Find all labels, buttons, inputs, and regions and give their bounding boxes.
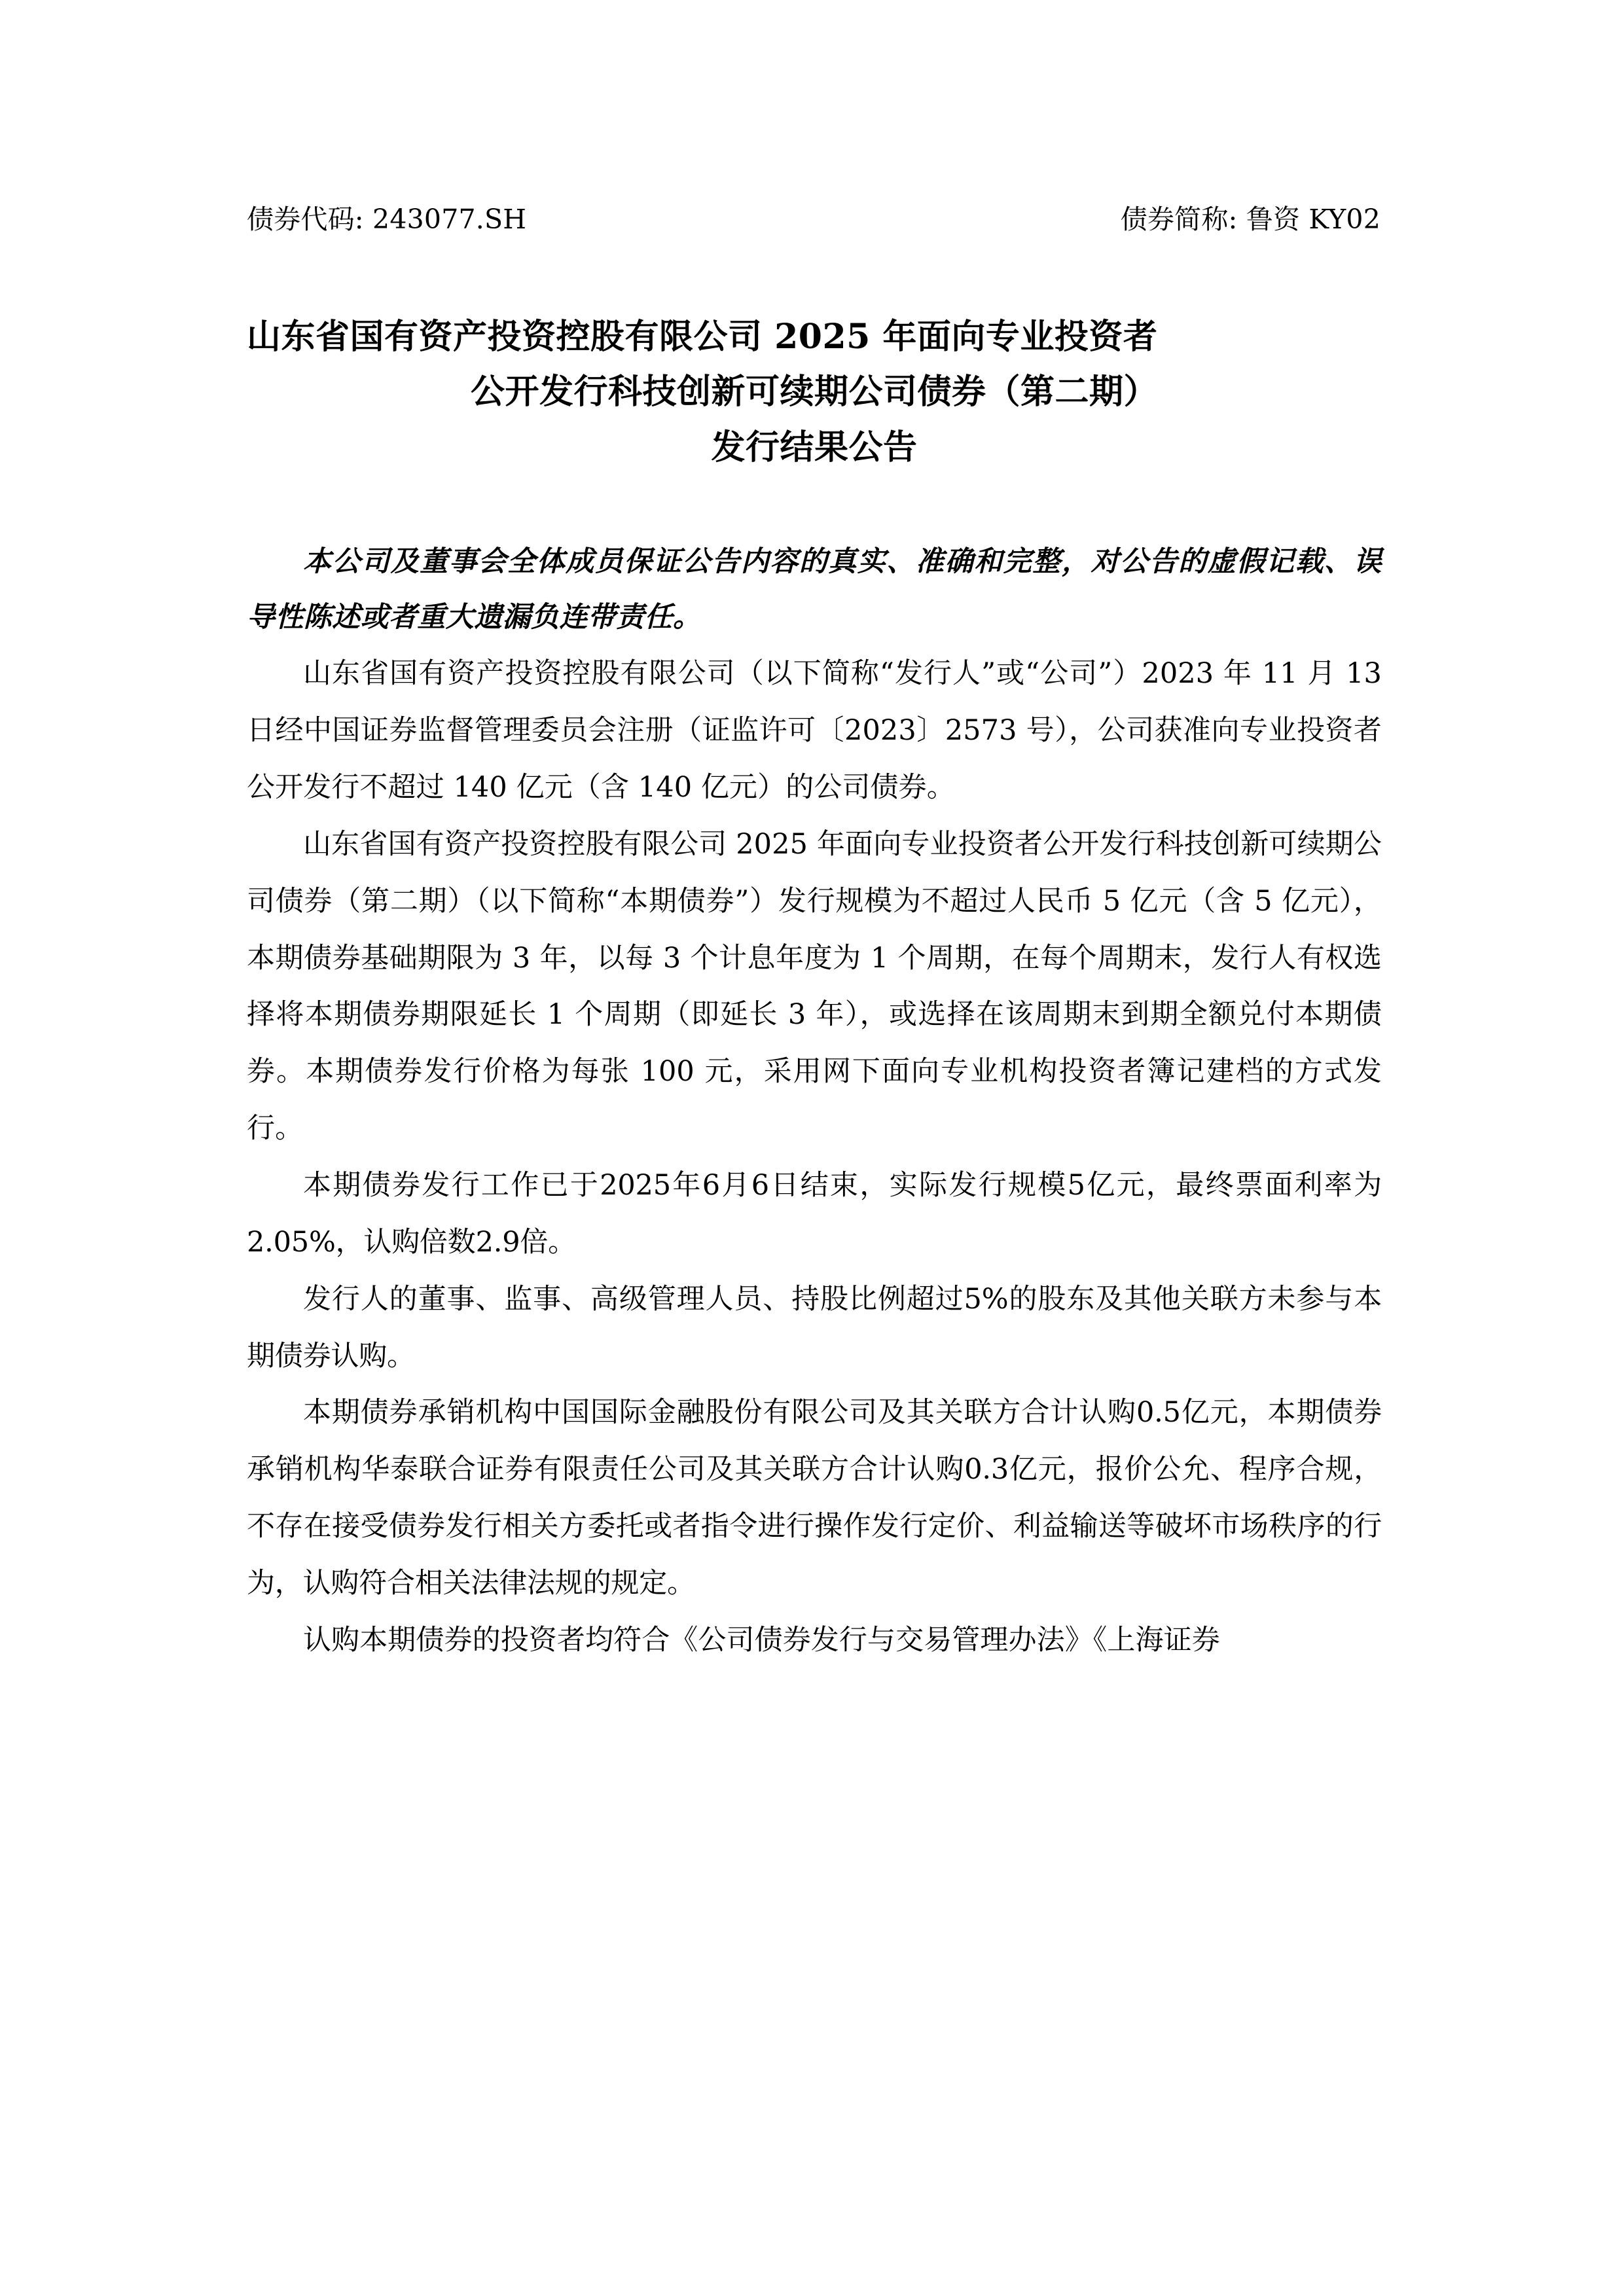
page-title xyxy=(247,310,1382,475)
bond-code: 债券代码: 243077.SH xyxy=(247,204,527,235)
paragraph-issuance-result: 本期债券发行工作已于2025年6月6日结束，实际发行规模5亿元，最终票面利率为2.05%，认购倍数2.9倍。 xyxy=(247,1168,1382,1259)
responsibility-disclaimer: 本公司及董事会全体成员保证公告内容的真实、准确和完整，对公告的虚假记载、误导性陈述或者重大遗漏负连带责任。 xyxy=(247,545,1382,634)
paragraph-registration-approval: 山东省国有资产投资控股有限公司（以下简称“发行人”或“公司”）2023 年 11 月 13 日经中国证券监督管理委员会注册（证监许可〔2023〕2573 号），公司获准向专业投资者公开发行不超过 140 亿元（含 140 亿元）的公司债券。 xyxy=(247,657,1382,804)
page-title-line-1: 山东省国有资产投资控股有限公司 2025 年面向专业投资者 xyxy=(247,317,1158,357)
document-content xyxy=(247,0,1382,1669)
page-title-line-3: 发行结果公告 xyxy=(711,427,918,467)
page-title-line-2: 公开发行科技创新可续期公司债券（第二期） xyxy=(470,372,1158,412)
document-header xyxy=(247,203,1382,236)
bond-abbreviation: 债券简称: 鲁资 KY02 xyxy=(1120,204,1380,235)
paragraph-investor-eligibility: 认购本期债券的投资者均符合《公司债券发行与交易管理办法》《上海证券 xyxy=(303,1623,1220,1657)
paragraph-underwriters: 本期债券承销机构中国国际金融股份有限公司及其关联方合计认购0.5亿元，本期债券承销机构华泰联合证券有限责任公司及其关联方合计认购0.3亿元，报价公允、程序合规，不存在接受债券发行相关方委托或者指令进行操作发行定价、利益输送等破坏市场秩序的行为，认购符合相关法律法规的规定。 xyxy=(247,1396,1382,1600)
paragraph-bond-terms: 山东省国有资产投资控股有限公司 2025 年面向专业投资者公开发行科技创新可续期公司债券（第二期）（以下简称“本期债券”）发行规模为不超过人民币 5 亿元（含 5 亿元），本期债券基础期限为 3 年，以每 3 个计息年度为 1 个周期，在每个周期末，发行人有权选择将本期债券期限延长 1 个周期（即延长 3 年），或选择在该周期末到期全额兑付本期债券。本期债券发行价格为每张 100 元，采用网下面向专业机构投资者簿记建档的方式发行。 xyxy=(247,827,1382,1145)
paragraph-related-parties: 发行人的董事、监事、高级管理人员、持股比例超过5%的股东及其他关联方未参与本期债券认购。 xyxy=(247,1282,1382,1372)
